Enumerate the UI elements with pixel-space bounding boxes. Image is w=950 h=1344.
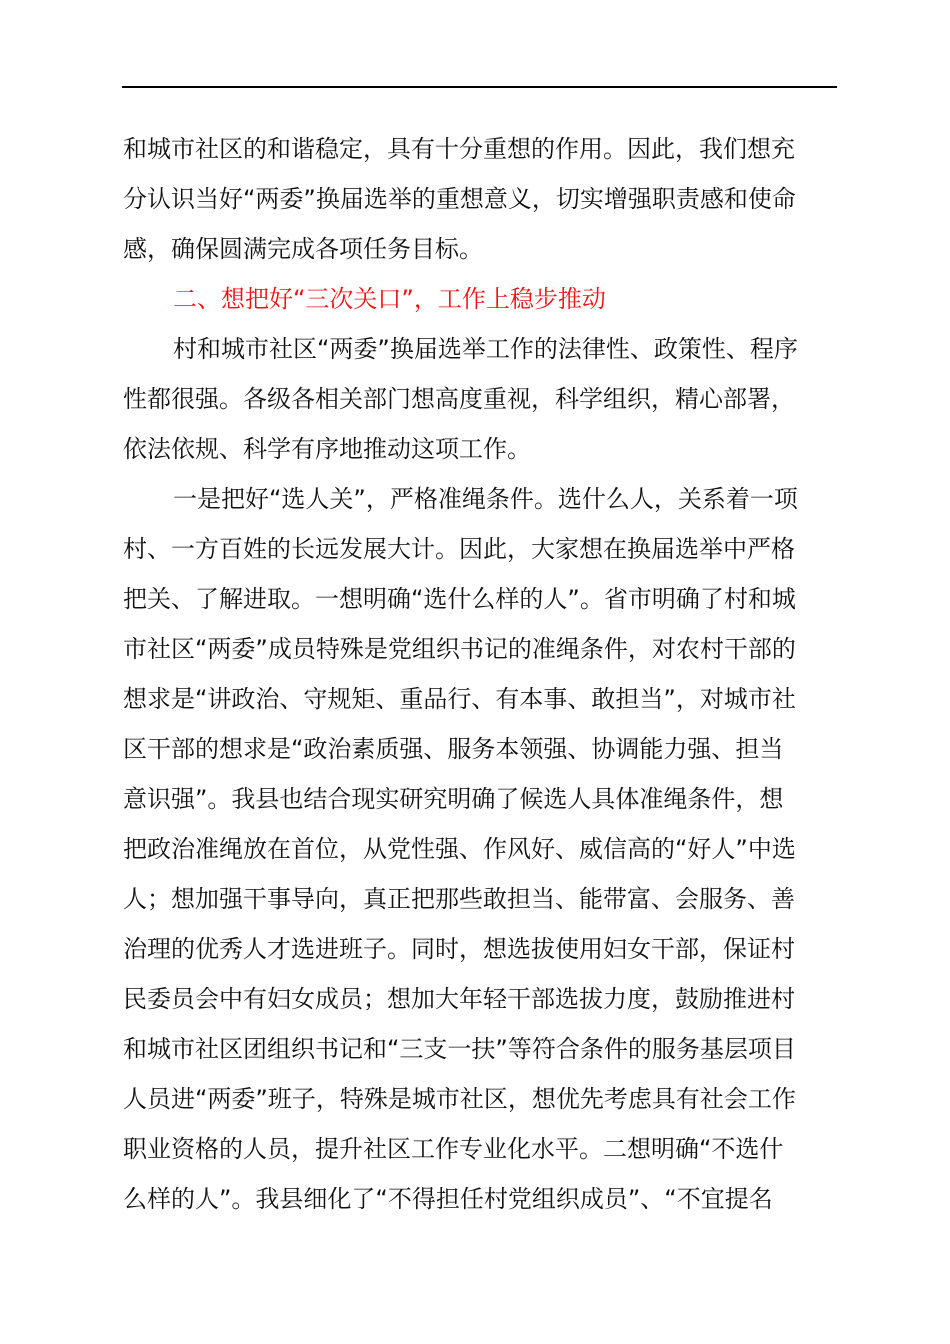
body-line: 市社区“两委”成员特殊是党组织书记的准绳条件，对农村干部的 (123, 635, 796, 663)
body-line: 分认识当好“两委”换届选举的重想意义，切实增强职责感和使命 (123, 185, 796, 213)
body-line: 和城市社区团组织书记和“三支一扶”等符合条件的服务基层项目 (123, 1035, 796, 1063)
header-rule (122, 86, 837, 88)
body-line: 把政治准绳放在首位，从党性强、作风好、威信高的“好人”中选 (123, 835, 796, 863)
body-line: 民委员会中有妇女成员；想加大年轻干部选拔力度，鼓励推进村 (123, 985, 795, 1013)
body-line: 职业资格的人员，提升社区工作专业化水平。二想明确“不选什 (123, 1135, 784, 1163)
body-line: 和城市社区的和谐稳定，具有十分重想的作用。因此，我们想充 (123, 135, 795, 163)
body-line: 区干部的想求是“政治素质强、服务本领强、协调能力强、担当 (123, 735, 784, 763)
section-heading: 二、想把好“三次关口”，工作上稳步推动 (173, 285, 606, 313)
body-line: 感，确保圆满完成各项任务目标。 (123, 235, 483, 263)
body-line: 么样的人”。我县细化了“不得担任村党组织成员”、“不宜提名 (123, 1185, 773, 1213)
body-line: 人；想加强干事导向，真正把那些敢担当、能带富、会服务、善 (123, 885, 795, 913)
body-line: 治理的优秀人才选进班子。同时，想选拔使用妇女干部，保证村 (123, 935, 795, 963)
body-line: 村和城市社区“两委”换届选举工作的法律性、政策性、程序 (173, 335, 798, 363)
body-line: 一是把好“选人关”，严格准绳条件。选什么人，关系着一项 (173, 485, 798, 513)
body-line: 依法依规、科学有序地推动这项工作。 (123, 435, 531, 463)
body-line: 把关、了解进取。一想明确“选什么样的人”。省市明确了村和城 (123, 585, 796, 613)
body-line: 性都很强。各级各相关部门想高度重视，科学组织，精心部署， (123, 385, 795, 413)
body-line: 人员进“两委”班子，特殊是城市社区，想优先考虑具有社会工作 (123, 1085, 796, 1113)
body-line: 意识强”。我县也结合现实研究明确了候选人具体准绳条件，想 (123, 785, 784, 813)
body-line: 村、一方百姓的长远发展大计。因此，大家想在换届选举中严格 (123, 535, 795, 563)
body-line: 想求是“讲政治、守规矩、重品行、有本事、敢担当”，对城市社 (123, 685, 796, 713)
